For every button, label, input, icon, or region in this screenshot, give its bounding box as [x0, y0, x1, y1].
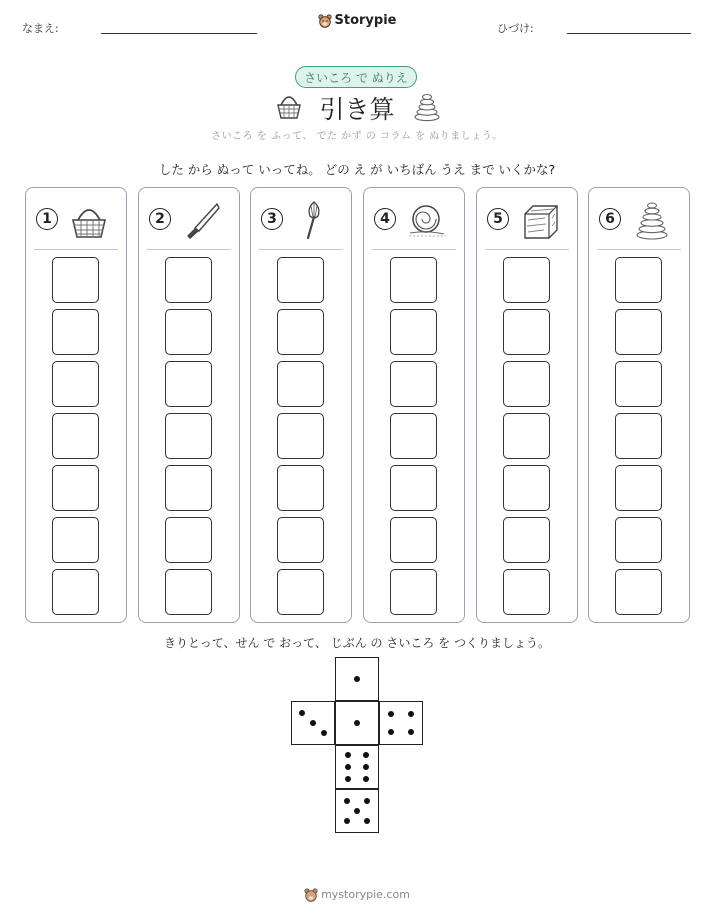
- subtitle: さいころ を ふって、 でた かず の コラム を ぬりましょう。: [211, 131, 503, 142]
- color-box[interactable]: [390, 361, 437, 407]
- dice-pip: [345, 752, 351, 758]
- color-box[interactable]: [52, 413, 99, 459]
- dice-pip: [344, 818, 350, 824]
- color-box[interactable]: [390, 309, 437, 355]
- bear-logo-icon: [304, 888, 318, 902]
- color-box[interactable]: [165, 517, 212, 563]
- dice-pip: [344, 798, 350, 804]
- dice-face: [335, 657, 379, 701]
- date-label: ひづけ:: [497, 22, 534, 35]
- dice-pip: [363, 752, 369, 758]
- dice-face: [379, 701, 423, 745]
- color-box[interactable]: [52, 309, 99, 355]
- column-divider: [34, 249, 118, 250]
- stacking-stones-icon: [631, 200, 673, 240]
- dice-pip: [345, 776, 351, 782]
- instruction: した から ぬって いってね。 どの え が いちばん うえ まで いくかな?: [158, 162, 556, 177]
- color-box[interactable]: [503, 361, 550, 407]
- column-number: 5: [487, 208, 509, 230]
- dice-pip: [345, 764, 351, 770]
- color-box[interactable]: [390, 257, 437, 303]
- column-divider: [147, 249, 231, 250]
- color-box[interactable]: [615, 569, 662, 615]
- column-number: 6: [599, 208, 621, 230]
- color-box[interactable]: [165, 413, 212, 459]
- color-box[interactable]: [503, 413, 550, 459]
- activity-badge: さいころ で ぬりえ: [295, 66, 417, 88]
- color-box[interactable]: [277, 569, 324, 615]
- color-box[interactable]: [390, 413, 437, 459]
- color-box[interactable]: [52, 257, 99, 303]
- color-box[interactable]: [615, 361, 662, 407]
- color-box[interactable]: [390, 465, 437, 511]
- name-line[interactable]: [101, 33, 257, 34]
- color-box[interactable]: [52, 361, 99, 407]
- dice-face: [335, 701, 379, 745]
- footer: [0, 888, 714, 902]
- color-box[interactable]: [277, 517, 324, 563]
- dice-pip: [364, 818, 370, 824]
- dice-pip: [408, 729, 414, 735]
- column-divider: [259, 249, 343, 250]
- color-box[interactable]: [165, 569, 212, 615]
- color-box[interactable]: [277, 309, 324, 355]
- column-divider: [372, 249, 456, 250]
- column-2: [138, 187, 240, 623]
- column-6: [588, 187, 690, 623]
- color-box[interactable]: [165, 309, 212, 355]
- color-box[interactable]: [277, 361, 324, 407]
- color-box[interactable]: [503, 309, 550, 355]
- page-title: 引き算: [319, 95, 395, 124]
- color-box[interactable]: [615, 517, 662, 563]
- hay-bale-icon: [519, 200, 561, 240]
- color-box[interactable]: [165, 361, 212, 407]
- dice-pip: [354, 676, 360, 682]
- dice-pip: [364, 798, 370, 804]
- name-label: なまえ:: [22, 22, 59, 35]
- color-box[interactable]: [503, 517, 550, 563]
- color-box[interactable]: [615, 465, 662, 511]
- color-box[interactable]: [277, 413, 324, 459]
- color-box[interactable]: [390, 569, 437, 615]
- knife-icon: [181, 200, 223, 240]
- dice-pip: [321, 730, 327, 736]
- column-divider: [597, 249, 681, 250]
- color-box[interactable]: [615, 309, 662, 355]
- color-box[interactable]: [615, 257, 662, 303]
- dice-face: [291, 701, 335, 745]
- color-box[interactable]: [165, 257, 212, 303]
- column-number: 4: [374, 208, 396, 230]
- dice-pip: [354, 720, 360, 726]
- column-number: 2: [149, 208, 171, 230]
- column-1: [25, 187, 127, 623]
- brand-logo: [0, 13, 714, 28]
- color-box[interactable]: [52, 517, 99, 563]
- dice-pip: [363, 764, 369, 770]
- column-number: 1: [36, 208, 58, 230]
- stacking-stones-icon: [413, 90, 441, 122]
- whisk-icon: [293, 200, 335, 240]
- color-box[interactable]: [52, 569, 99, 615]
- dice-pip: [388, 711, 394, 717]
- column-divider: [485, 249, 569, 250]
- brand-name: Storypie: [334, 13, 397, 28]
- basket-icon: [68, 200, 110, 240]
- snail-icon: [406, 200, 448, 240]
- dice-pip: [388, 729, 394, 735]
- column-3: [250, 187, 352, 623]
- color-box[interactable]: [615, 413, 662, 459]
- color-box[interactable]: [277, 257, 324, 303]
- color-box[interactable]: [52, 465, 99, 511]
- color-box[interactable]: [277, 465, 324, 511]
- date-line[interactable]: [567, 33, 691, 34]
- column-4: [363, 187, 465, 623]
- dice-pip: [363, 776, 369, 782]
- bear-logo-icon: [318, 14, 332, 28]
- color-box[interactable]: [165, 465, 212, 511]
- dice-face: [335, 745, 379, 789]
- color-box[interactable]: [503, 465, 550, 511]
- color-box[interactable]: [390, 517, 437, 563]
- color-box[interactable]: [503, 569, 550, 615]
- dice-pip: [299, 710, 305, 716]
- cut-instruction: きりとって、せん で おって、 じぶん の さいころ を つくりましょう。: [164, 636, 550, 650]
- column-number: 3: [261, 208, 283, 230]
- dice-face: [335, 789, 379, 833]
- dice-pip: [310, 720, 316, 726]
- column-5: [476, 187, 578, 623]
- color-box[interactable]: [503, 257, 550, 303]
- dice-pip: [408, 711, 414, 717]
- footer-url[interactable]: mystorypie.com: [321, 888, 410, 901]
- dice-pip: [354, 808, 360, 814]
